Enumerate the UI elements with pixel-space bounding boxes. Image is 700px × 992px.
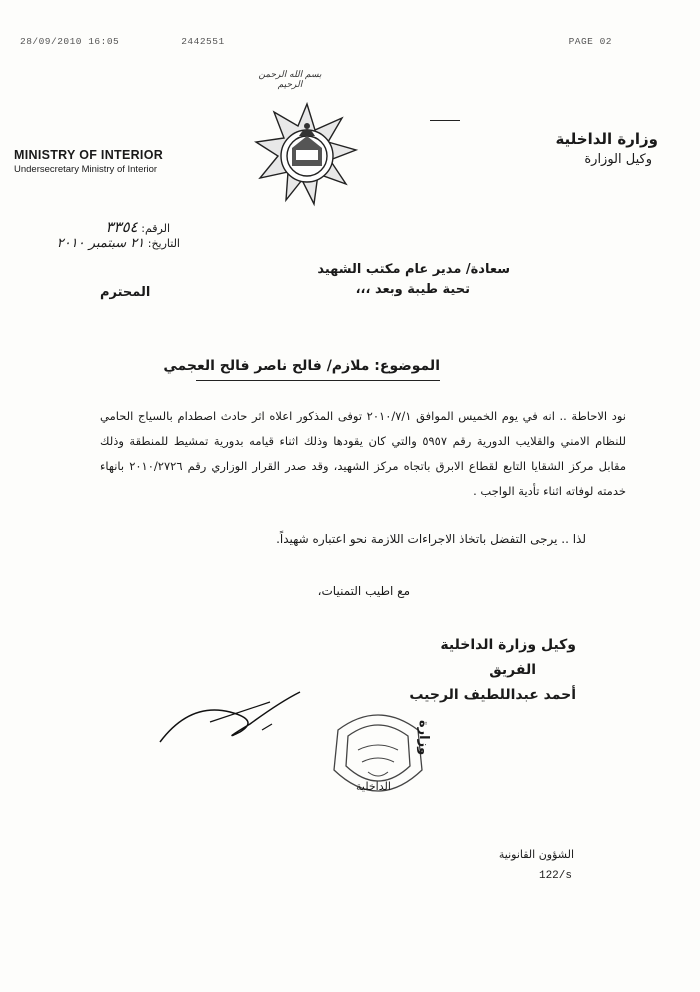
subject-line: الموضوع: ملازم/ فالح ناصر فالح العجمي [163, 358, 440, 374]
date-line [57, 236, 180, 251]
police-star-emblem-icon [252, 100, 362, 212]
fax-number: 2442551 [181, 36, 225, 47]
recipient: سعادة/ مدير عام مكتب الشهيد [317, 262, 510, 277]
reference-line [106, 218, 171, 236]
signature-block [409, 633, 576, 708]
signatory-title: وكيل وزارة الداخلية [440, 637, 576, 653]
signatory-rank: الفريق [489, 662, 536, 678]
request-line: لذا .. يرجى التفضل باتخاذ الاجراءات اللازمة نحو اعتباره شهيداً. [276, 532, 586, 546]
footer-code: 122/s [538, 870, 572, 882]
handwritten-signature-icon [150, 672, 310, 752]
ministry-name-ar: وزارة الداخلية [555, 130, 658, 148]
date-label: التاريخ: [147, 237, 180, 250]
basmala-calligraphy: بسم الله الرحمن الرحيم [258, 70, 322, 90]
undersecretary-ar: وكيل الوزارة [584, 152, 652, 167]
footer-department: الشؤون القانونية [498, 848, 574, 861]
reference-number: ٣٣٥٤ [105, 218, 138, 236]
fax-header-left [20, 36, 225, 47]
honorific: المحترم [100, 285, 151, 300]
fax-datetime: 28/09/2010 16:05 [20, 36, 120, 47]
regards-line: مع اطيب التمنيات، [317, 584, 410, 598]
letter-body [100, 404, 626, 504]
stamp-lower-text: الداخلية [356, 780, 391, 793]
reference-label: الرقم: [141, 222, 170, 235]
fax-page-number: PAGE 02 [568, 36, 612, 47]
official-stamp-icon [318, 700, 438, 820]
greeting: تحية طيبة وبعد ،،، [355, 282, 470, 297]
header-dash [430, 120, 460, 121]
undersecretary-en: Undersecretary Ministry of Interior [14, 164, 158, 175]
signatory-name: أحمد عبداللطيف الرجيب [409, 687, 576, 703]
body-paragraph: نود الاحاطة .. انه في يوم الخميس الموافق ٢٠١٠/٧/١ توفى المذكور اعلاه اثر حادث اصطدام بالسياج الحامي للنظام الامني والقلايب الدورية رقم ٥٩٥٧ والتي كان يقودها وذلك اثناء قيامه بدورية تمشيط للمنطقة وذلك مقابل مركز الشقايا التابع لقطاع الابرق باتجاه مركز الشهيد، وقد صدر القرار الوزاري رقم ٢٠١٠/٢٧٢٦ بانهاء خدمته لوفاته اثناء تأدية الواجب . [100, 409, 626, 498]
stamp-text: وزارة [416, 720, 431, 756]
date-value: ٢١ سبتمبر ٢٠١٠ [56, 236, 145, 251]
ministry-name-en: MINISTRY OF INTERIOR [14, 148, 164, 162]
subject-underline [196, 380, 440, 381]
